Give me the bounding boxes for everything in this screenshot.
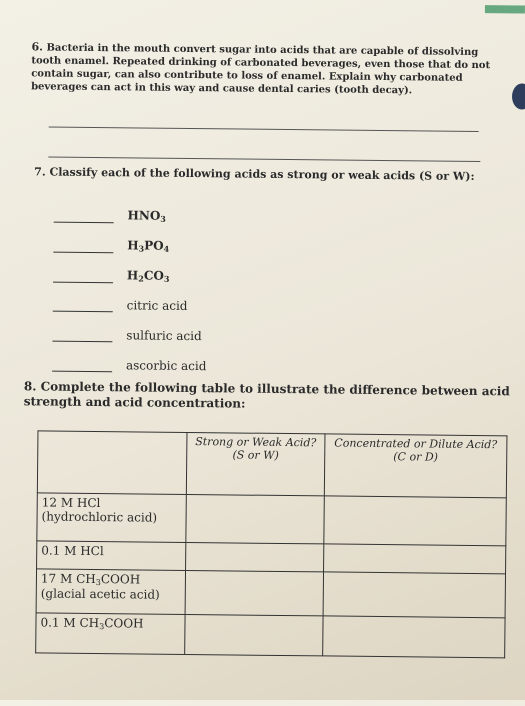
- question-7-text: Classify each of the following acids as strong or weak acids (S or W):: [49, 165, 475, 183]
- header-concentration: Concentrated or Dilute Acid? (C or D): [324, 434, 507, 498]
- acid-name: sulfuric acid: [126, 328, 202, 344]
- answer-blank[interactable]: [54, 222, 114, 224]
- acid-table: [35, 430, 507, 658]
- table-row: [37, 493, 506, 546]
- question-7: [34, 165, 494, 183]
- row-label-12m-hcl: 12 M HCl (hydrochloric acid): [37, 493, 186, 543]
- acid-name: ascorbic acid: [125, 358, 207, 374]
- answer-cell[interactable]: [323, 544, 505, 574]
- row-label-0.1m-acetic: 0.1 M CH3COOH: [36, 613, 185, 655]
- question-6: [31, 40, 492, 97]
- answer-cell[interactable]: [322, 616, 505, 658]
- acid-formula: $HNO_3$: [127, 208, 166, 224]
- answer-blank[interactable]: [52, 341, 112, 343]
- answer-cell[interactable]: [323, 572, 506, 618]
- row-label-17m-acetic: 17 M CH3COOH (glacial acetic acid): [36, 569, 185, 615]
- question-8-number: 8.: [23, 379, 37, 394]
- answer-blank[interactable]: [53, 311, 113, 313]
- header-blank-cell: [37, 431, 187, 495]
- acid-row-ascorbic: [52, 358, 206, 374]
- answer-blank[interactable]: [53, 282, 113, 284]
- binder-mark: [512, 83, 525, 109]
- acid-name: citric acid: [126, 298, 188, 313]
- acid-formula: $H_3PO_4$: [127, 238, 170, 254]
- acid-row-hno3: [54, 208, 166, 224]
- answer-cell[interactable]: [324, 496, 507, 546]
- acid-row-h3po4: [53, 238, 169, 254]
- answer-cell[interactable]: [185, 570, 323, 615]
- acid-formula: $H_2CO_3$: [126, 268, 170, 284]
- answer-cell[interactable]: [186, 542, 324, 571]
- question-8-text: Complete the following table to illustrate the difference between acid strength and acid concentration:: [23, 379, 510, 411]
- answer-blank[interactable]: [52, 371, 112, 373]
- row-label-0.1m-hcl: 0.1 M HCl: [37, 541, 186, 571]
- table-header-row: [37, 431, 507, 498]
- acid-row-sulfuric: [52, 328, 201, 344]
- acid-row-h2co3: [53, 268, 169, 284]
- table-row: [36, 569, 505, 618]
- question-8: [24, 379, 514, 414]
- header-strength: Strong or Weak Acid? (S or W): [186, 432, 324, 495]
- acid-row-citric: [53, 298, 188, 313]
- answer-line-1[interactable]: [49, 127, 479, 133]
- page-edge-decoration: [485, 5, 525, 13]
- answer-cell[interactable]: [185, 614, 323, 655]
- answer-line-2[interactable]: [48, 157, 480, 163]
- answer-cell[interactable]: [186, 494, 324, 543]
- question-6-number: 6.: [31, 40, 44, 54]
- answer-blank[interactable]: [53, 252, 113, 254]
- question-6-text: Bacteria in the mouth convert sugar into acids that are capable of dissolving tooth enamel. Repeated drinking of carbonated beverages, even those that do not contain sugar, can also contribute to loss of enamel. Explain why carbonated beverages can act in this way and cause dental caries (tooth decay).: [31, 42, 491, 97]
- question-7-number: 7.: [34, 165, 46, 179]
- table-row: [36, 613, 505, 658]
